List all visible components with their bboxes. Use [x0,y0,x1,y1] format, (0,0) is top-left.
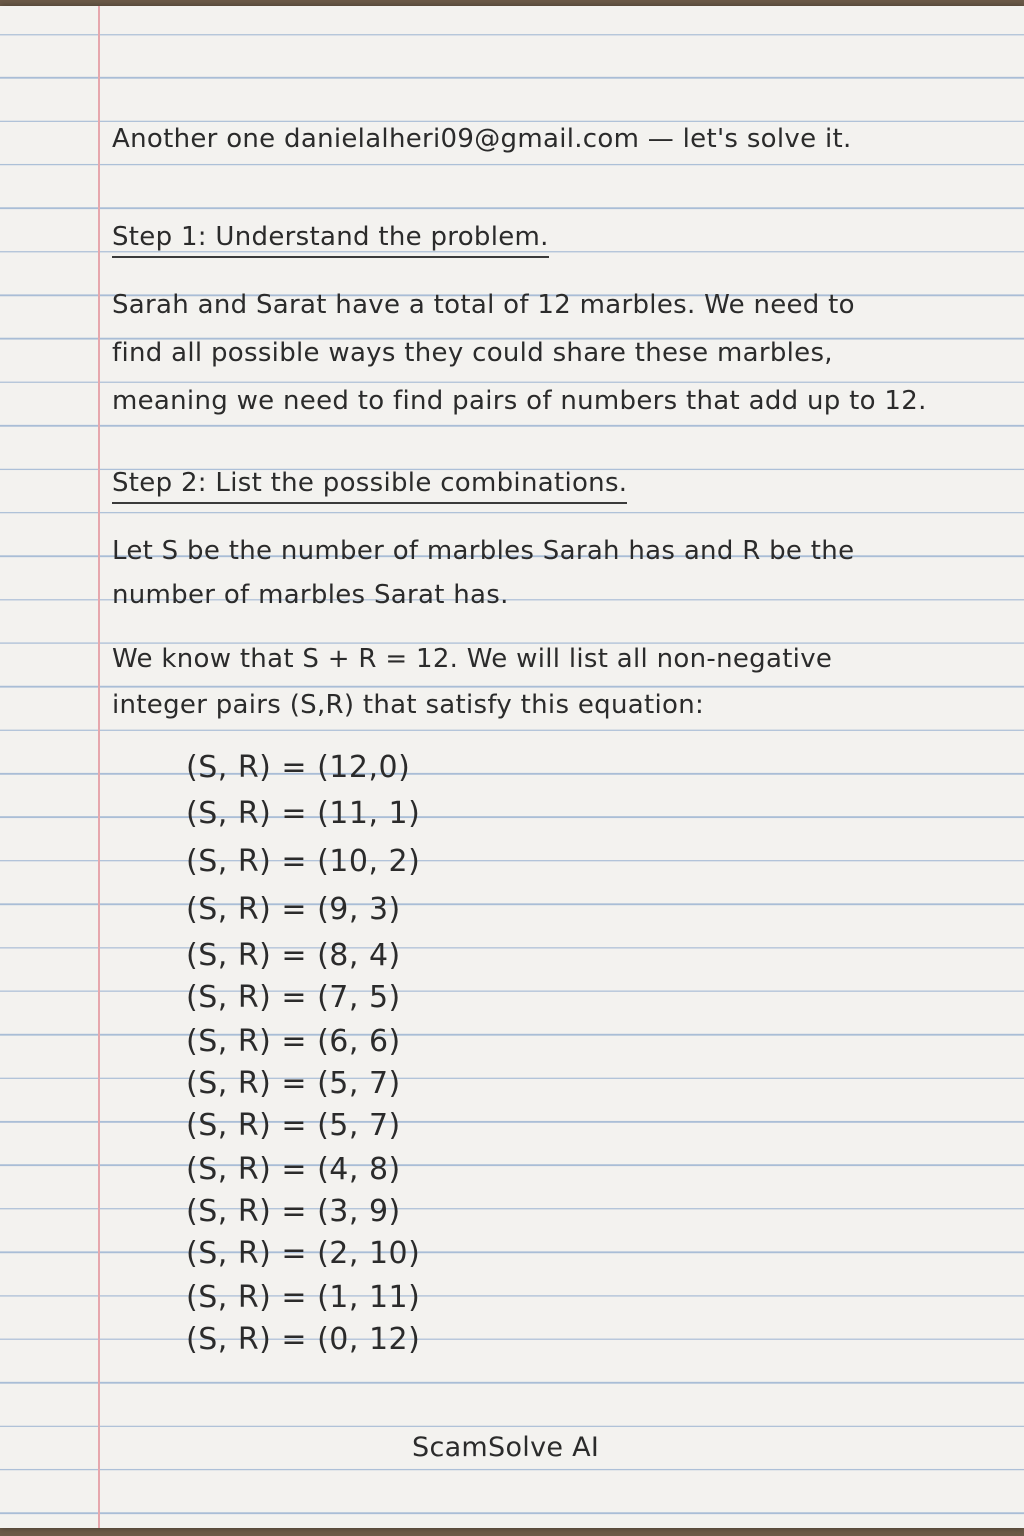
step2-know-line: We know that S + R = 12. We will list all non-negative [112,644,833,674]
step1-line: meaning we need to find pairs of numbers that add up to 12. [112,386,927,416]
pair-line: (S, R) = (3, 9) [186,1194,401,1229]
step1-line: find all possible ways they could share these marbles, [112,338,833,368]
pair-line: (S, R) = (4, 8) [186,1152,401,1187]
step2-heading: Step 2: List the possible combinations. [112,468,627,504]
pair-line: (S, R) = (1, 11) [186,1280,421,1315]
footer-signature: ScamSolve AI [412,1432,600,1463]
pair-line: (S, R) = (0, 12) [186,1322,421,1357]
pair-line: (S, R) = (7, 5) [186,980,401,1015]
pair-line: (S, R) = (5, 7) [186,1066,401,1101]
intro-line: Another one danielalheri09@gmail.com — let's solve it. [112,124,852,154]
pair-line: (S, R) = (6, 6) [186,1024,401,1059]
pair-line: (S, R) = (5, 7) [186,1108,401,1143]
notebook-page [0,6,1024,1528]
step2-know-line: integer pairs (S,R) that satisfy this equation: [112,690,705,720]
step2-let-line: Let S be the number of marbles Sarah has and R be the [112,536,855,566]
pair-line: (S, R) = (11, 1) [186,796,421,831]
step1-line: Sarah and Sarat have a total of 12 marbles. We need to [112,290,855,320]
step1-heading: Step 1: Understand the problem. [112,222,549,258]
step2-let-line: number of marbles Sarat has. [112,580,509,610]
pair-line: (S, R) = (10, 2) [186,844,421,879]
pair-line: (S, R) = (9, 3) [186,892,401,927]
pair-line: (S, R) = (12,0) [186,750,411,785]
pair-line: (S, R) = (2, 10) [186,1236,421,1271]
margin-line [98,6,100,1528]
pair-line: (S, R) = (8, 4) [186,938,401,973]
